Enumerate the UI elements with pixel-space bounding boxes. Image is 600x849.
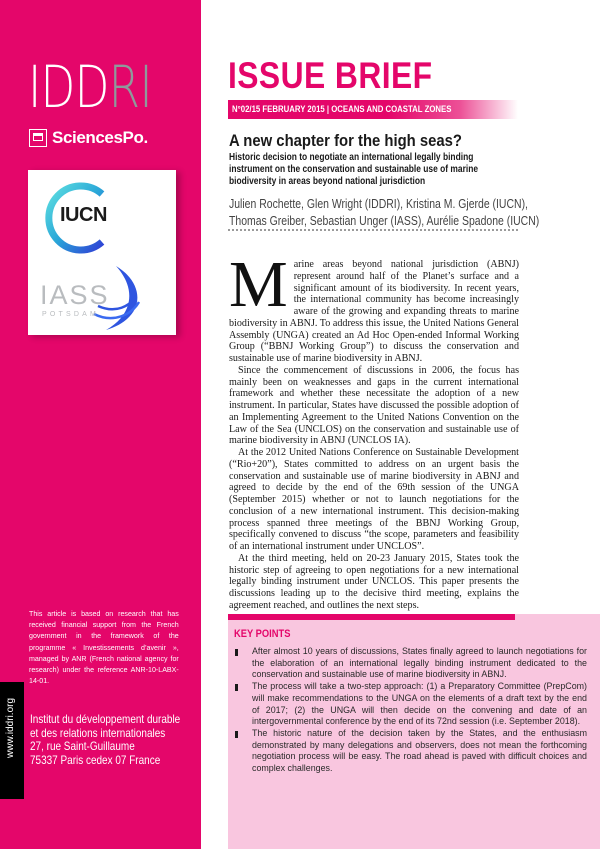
funding-note: This article is based on research that has received financial support from the French government in the framework of the programme « Investissements d’avenir », managed by ANR (French national agency for research) under the reference ANR-10-LABX-14-01. bbox=[29, 609, 179, 686]
key-point-item bbox=[232, 728, 592, 775]
article-subtitle bbox=[229, 152, 478, 188]
article-authors bbox=[229, 196, 539, 229]
paragraph bbox=[229, 248, 519, 365]
issue-info-text: N°02/15 FEBRUARY 2015 | OCEANS AND COASTAL ZONES bbox=[232, 104, 452, 115]
paragraph: At the 2012 United Nations Conference on Sustainable Development (“Rio+20”), States committed to address on an urgent basis the conservation and sustainable use of marine biodiversity in ABNJ and agreed to decide by the end of the 69th session of the UNGA (September 2015) whether or not to launch negotiations for the conclusion of a new international instrument. This decision-making process spanned three meetings of the BBNJ Working Group, specifically convened to discuss “the scope, parameters and feasibility of an international instrument under UNCLOS”. bbox=[229, 447, 519, 552]
article-body bbox=[229, 248, 519, 612]
bullet-icon bbox=[235, 684, 238, 691]
series-title: ISSUE BRIEF bbox=[228, 55, 433, 96]
article-title: A new chapter for the high seas? bbox=[229, 132, 462, 150]
key-point-item bbox=[232, 646, 592, 681]
website-link[interactable]: www.iddri.org bbox=[5, 697, 16, 758]
partner-logos-box bbox=[28, 170, 176, 335]
key-points-box bbox=[228, 614, 600, 849]
authors-line: Julien Rochette, Glen Wright (IDDRI), Kristina M. Gjerde (IUCN), bbox=[229, 197, 528, 211]
sciencespo-logo bbox=[29, 128, 148, 148]
address-line: 27, rue Saint-Guillaume bbox=[30, 740, 135, 754]
paragraph-text: arine areas beyond national jurisdiction (ABNJ) represent around half of the Planet’s surface and a significant amount of its biodiversity. In recent years, the international community has become increasingly aware of the growing and expanding threats to marine biodiversity in ABNJ. To address this issue, the United Nations General Assembly (UNGA) created an Ad Hoc Open-ended Informal Working Group (“BBNJ Working Group”) to discuss the conservation and sustainable use of marine biodiversity in ABNJ. bbox=[229, 259, 519, 364]
iddri-logo bbox=[28, 53, 152, 121]
separator bbox=[228, 229, 518, 231]
key-points-title: KEY POINTS bbox=[234, 628, 291, 640]
iucn-label: IUCN bbox=[60, 204, 107, 226]
bullet-icon bbox=[235, 649, 238, 656]
bullet-icon bbox=[235, 731, 238, 738]
subtitle-line: biodiversity in areas beyond national jurisdiction bbox=[229, 176, 426, 187]
iass-label: IASS bbox=[40, 280, 110, 310]
address-line: et des relations internationales bbox=[30, 726, 166, 740]
key-point-item bbox=[232, 681, 592, 728]
sidebar bbox=[0, 0, 201, 849]
key-points-accent-bar bbox=[228, 614, 515, 620]
iass-sublabel: POTSDAM bbox=[42, 311, 100, 318]
key-point-text: The historic nature of the decision taken by the States, and the enthusiasm demonstrated by many delegations and observers, does not mean the forthcoming negotiation process will be easy. The road ahead is paved with difficult choices and complex challenges. bbox=[252, 727, 587, 774]
paragraph: Since the commencement of discussions in 2006, the focus has mainly been on weaknesses and gaps in the current international framework and whether these necessitate the adoption of a new instrument. In particular, States have discussed the possible adoption of an Implementing Agreement to the United Nations Convention on the Law of the Sea (UNCLOS) on the conservation and sustainable use of marine biodiversity in ABNJ (UNCLOS IA). bbox=[229, 364, 519, 447]
key-point-text: The process will take a two-step approach: (1) a Preparatory Committee (PrepCom) will make recommendations to the UNGA on the elements of a draft text by the end of 2017; (2) the UNGA will then decide on the convening and date of an intergovernmental conference by the end of its 72nd session (i.e. September 2018). bbox=[252, 681, 587, 727]
sciencespo-emblem-icon bbox=[29, 129, 47, 147]
subtitle-line: instrument on the conservation and sustainable use of marine bbox=[229, 164, 479, 175]
key-points-list bbox=[232, 646, 592, 775]
key-point-text: After almost 10 years of discussions, States finally agreed to launch negotiations for the elaboration of an international legally binding instrument dedicated to the conservation and sustainable use of marine biodiversity in ABNJ. bbox=[252, 646, 587, 680]
address-line: Institut du développement durable bbox=[30, 713, 181, 726]
subtitle-line: Historic decision to negotiate an international legally binding bbox=[229, 152, 474, 163]
logo-part-1: IDD bbox=[28, 53, 109, 121]
address-line: 75337 Paris cedex 07 France bbox=[30, 753, 161, 767]
authors-line: Thomas Greiber, Sebastian Unger (IASS), Aurélie Spadone (IUCN) bbox=[229, 213, 540, 228]
paragraph: At the third meeting, held on 20-23 January 2015, States took the historic step of agreeing to open negotiations for a new international legally binding instrument under UNCLOS. This paper presents the discussions leading up to the decisive third meeting, explains the agreement reached, and outlines the next steps. bbox=[229, 552, 519, 611]
issue-info-bar bbox=[228, 100, 518, 119]
logo-part-2: RI bbox=[108, 53, 152, 121]
sciencespo-label: SciencesPo. bbox=[52, 128, 148, 147]
drop-cap: M bbox=[229, 248, 288, 321]
address-block bbox=[30, 713, 180, 767]
